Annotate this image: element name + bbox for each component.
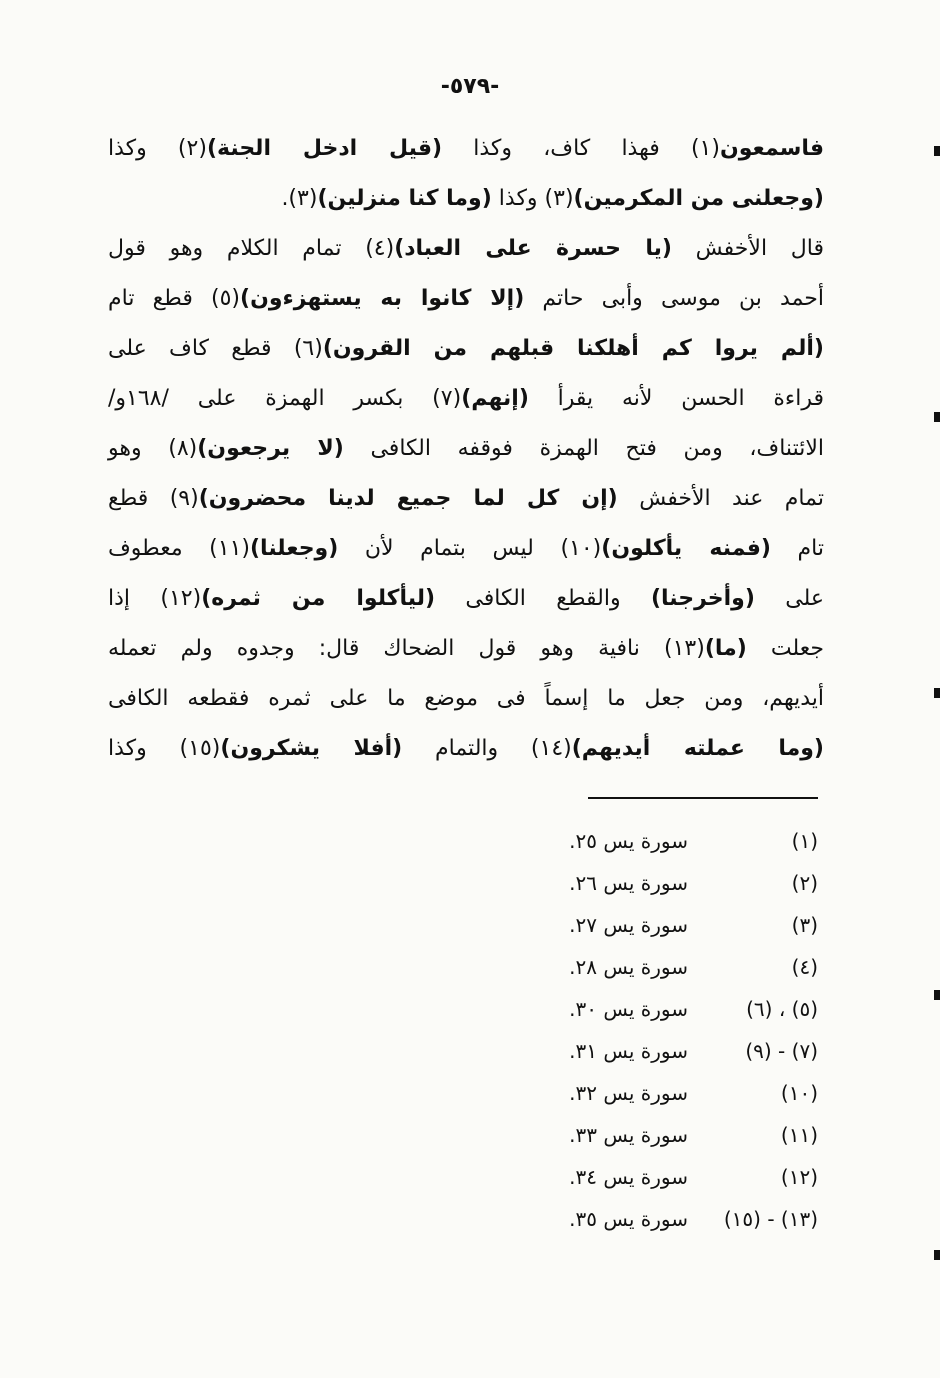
footnote-text: سورة يس ٢٥. — [569, 829, 688, 853]
text-segment: والقطع الكافى — [435, 586, 651, 611]
quran-quote: (فمنه يأكلون) — [601, 536, 771, 561]
page-number: -٥٧٩- — [440, 74, 500, 99]
text-segment: جعلت — [746, 636, 825, 661]
quran-quote: (يا حسرة على العباد) — [394, 236, 672, 261]
scan-edge-mark — [934, 146, 940, 156]
text-line — [108, 424, 824, 474]
text-segment: (١٢) إذا — [108, 586, 202, 611]
footnote-item — [569, 1198, 818, 1240]
text-segment: (٣). — [281, 186, 318, 211]
footnote-number: (٤) — [791, 955, 818, 979]
text-segment: (٥) قطع تام — [108, 286, 241, 311]
scan-edge-mark — [934, 990, 940, 1000]
footnote-item — [569, 862, 818, 904]
text-line — [108, 124, 824, 174]
footnote-number: (١٣) - (١٥) — [723, 1207, 818, 1231]
footnote-text: سورة يس ٢٦. — [569, 871, 688, 895]
quran-quote: (وما عملته أيديهم) — [571, 736, 824, 761]
footnote-text: سورة يس ٣٢. — [569, 1081, 688, 1105]
scan-edge-mark — [934, 1250, 940, 1260]
footnote-number: (١١) — [780, 1123, 818, 1147]
text-segment: (٣) وكذا — [491, 186, 574, 211]
footnote-text: سورة يس ٣٥. — [569, 1207, 688, 1231]
text-line — [108, 724, 824, 774]
text-segment: (٧) بكسر الهمزة على /١٦٨و/ — [108, 386, 462, 411]
text-segment: (٨) وهو — [108, 436, 198, 461]
text-line — [108, 274, 824, 324]
footnote-number: (٥) ، (٦) — [746, 997, 818, 1021]
quran-quote: (إلا كانوا به يستهزءون) — [240, 286, 525, 311]
text-segment: تمام عند الأخفش — [617, 486, 824, 511]
text-segment: (٩) قطع — [108, 486, 199, 511]
text-segment: (١٥) وكذا — [108, 736, 221, 761]
footnote-text: سورة يس ٣٣. — [569, 1123, 688, 1147]
text-segment: قراءة الحسن لأنه يقرأ — [528, 386, 825, 411]
text-segment: أيديهم، ومن جعل ما إسماً فى موضع ما على ثمره فقطعه الكافى — [108, 686, 824, 711]
footnote-text: سورة يس ٢٧. — [569, 913, 688, 937]
quran-quote: (وأخرجنا) — [650, 586, 755, 611]
quran-quote: (ما) — [704, 636, 747, 661]
footnote-item — [569, 904, 818, 946]
footnote-text: سورة يس ٣٠. — [569, 997, 688, 1021]
text-line — [108, 174, 824, 224]
text-segment: (١٤) والتمام — [402, 736, 572, 761]
text-line — [108, 324, 824, 374]
quran-quote: (إنهم) — [461, 386, 529, 411]
quran-quote: (ألم يروا كم أهلكنا قبلهم من القرون) — [322, 336, 824, 361]
footnote-text: سورة يس ٣١. — [569, 1039, 688, 1063]
footnote-item — [569, 988, 818, 1030]
footnote-item — [569, 1030, 818, 1072]
text-line — [108, 574, 824, 624]
footnote-item — [569, 1114, 818, 1156]
text-segment: تام — [770, 536, 824, 561]
quran-quote: (وجعلنى من المكرمين) — [573, 186, 824, 211]
text-segment: (٦) قطع كاف على — [108, 336, 323, 361]
footnote-number: (١) — [791, 829, 818, 853]
quran-quote: (لا يرجعون) — [197, 436, 344, 461]
text-segment: (١١) معطوف — [108, 536, 250, 561]
text-segment: الائتناف، ومن فتح الهمزة فوقفه الكافى — [343, 436, 824, 461]
footnote-number: (١٠) — [780, 1081, 818, 1105]
quran-quote: (قيل ادخل الجنة) — [206, 136, 443, 161]
footnote-separator — [588, 797, 818, 799]
quran-quote: (وجعلنا) — [250, 536, 339, 561]
footnote-item — [569, 946, 818, 988]
text-segment: على — [754, 586, 824, 611]
footnote-text: سورة يس ٢٨. — [569, 955, 688, 979]
footnote-item — [569, 820, 818, 862]
text-line — [108, 524, 824, 574]
text-line — [108, 624, 824, 674]
footnote-item — [569, 1156, 818, 1198]
text-line — [108, 224, 824, 274]
main-text — [108, 124, 824, 774]
footnote-text: سورة يس ٣٤. — [569, 1165, 688, 1189]
footnote-item — [569, 1072, 818, 1114]
scan-edge-mark — [934, 412, 940, 422]
text-segment: (١٠) ليس بتمام لأن — [338, 536, 602, 561]
text-segment: قال الأخفش — [671, 236, 824, 261]
quran-quote: (أفلا يشكرون) — [220, 736, 403, 761]
text-segment: (١٣) نافية وهو قول الضحاك قال: وجدوه ولم تعمله — [108, 636, 705, 661]
text-segment: (٢) وكذا — [108, 136, 207, 161]
footnote-number: (١٢) — [780, 1165, 818, 1189]
text-line — [108, 474, 824, 524]
text-segment: (١) فهذا كاف، وكذا — [442, 136, 720, 161]
text-segment: أحمد بن موسى وأبى حاتم — [524, 286, 824, 311]
footnote-number: (٣) — [791, 913, 818, 937]
quran-quote: فاسمعون — [719, 136, 824, 161]
footnote-number: (٧) - (٩) — [745, 1039, 818, 1063]
scan-edge-mark — [934, 688, 940, 698]
quran-quote: (وما كنا منزلين) — [317, 186, 492, 211]
footnote-number: (٢) — [791, 871, 818, 895]
quran-quote: (إن كل لما جميع لدينا محضرون) — [198, 486, 618, 511]
text-line — [108, 374, 824, 424]
text-segment: (٤) تمام الكلام وهو قول — [108, 236, 395, 261]
quran-quote: (ليأكلوا من ثمره) — [201, 586, 436, 611]
text-line — [108, 674, 824, 724]
